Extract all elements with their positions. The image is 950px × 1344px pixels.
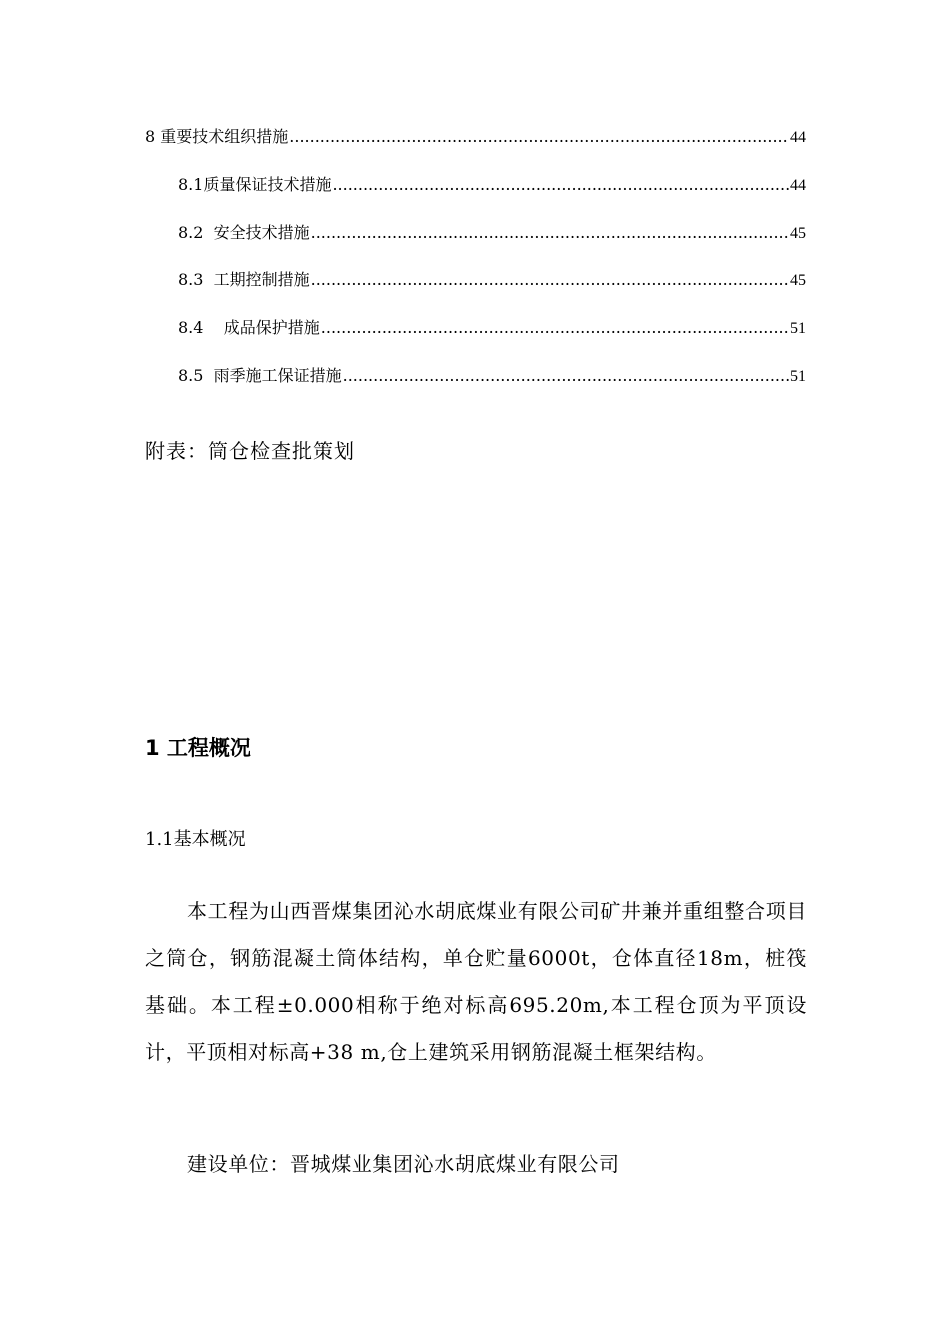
- toc-entry[interactable]: [178, 175, 806, 196]
- toc-entry-label: 8 重要技术组织措施: [145, 127, 289, 146]
- toc-entry[interactable]: [178, 223, 806, 244]
- toc-entry-label: 8.5 雨季施工保证措施: [178, 366, 342, 385]
- toc-leader-dots: [332, 175, 789, 195]
- toc-entry-page: 44: [790, 177, 806, 194]
- toc-leader-dots: [289, 127, 789, 147]
- toc-leader-dots: [311, 270, 789, 290]
- toc-entry-label: 8.3 工期控制措施: [178, 270, 310, 289]
- toc-leader-dots: [311, 223, 789, 243]
- subsection-heading: 1.1基本概况: [145, 829, 246, 850]
- toc-entry[interactable]: [178, 318, 806, 339]
- toc-entry-page: 51: [790, 368, 806, 385]
- toc-entry-page: 51: [790, 320, 806, 337]
- toc-entry-label: 8.2 安全技术措施: [178, 223, 310, 242]
- overview-paragraph: 本工程为山西晋煤集团沁水胡底煤业有限公司矿井兼并重组整合项目之筒仓，钢筋混凝土筒体结构，单仓贮量6000t，仓体直径18m，桩筏基础。本工程±0.000相称于绝对标高695.20m,本工程仓顶为平顶设计，平顶相对标高+38 m,仓上建筑采用钢筋混凝土框架结构。: [145, 899, 807, 1064]
- appendix-title: 附表：筒仓检查批策划: [145, 439, 355, 463]
- toc-leader-dots: [343, 366, 789, 386]
- toc-entry-page: 45: [790, 272, 806, 289]
- owner-paragraph: 建设单位：晋城煤业集团沁水胡底煤业有限公司: [187, 1152, 620, 1176]
- toc-entry-label: 8.1质量保证技术措施: [178, 175, 332, 194]
- toc-entry-page: 44: [790, 129, 806, 146]
- toc-entry-label: 8.4 成品保护措施: [178, 318, 320, 337]
- toc-leader-dots: [321, 318, 789, 338]
- toc-entry[interactable]: [178, 270, 806, 291]
- toc-entry[interactable]: [145, 127, 806, 148]
- toc-entry[interactable]: [178, 366, 806, 387]
- toc-entry-page: 45: [790, 225, 806, 242]
- section-heading: 1 工程概况: [145, 736, 251, 760]
